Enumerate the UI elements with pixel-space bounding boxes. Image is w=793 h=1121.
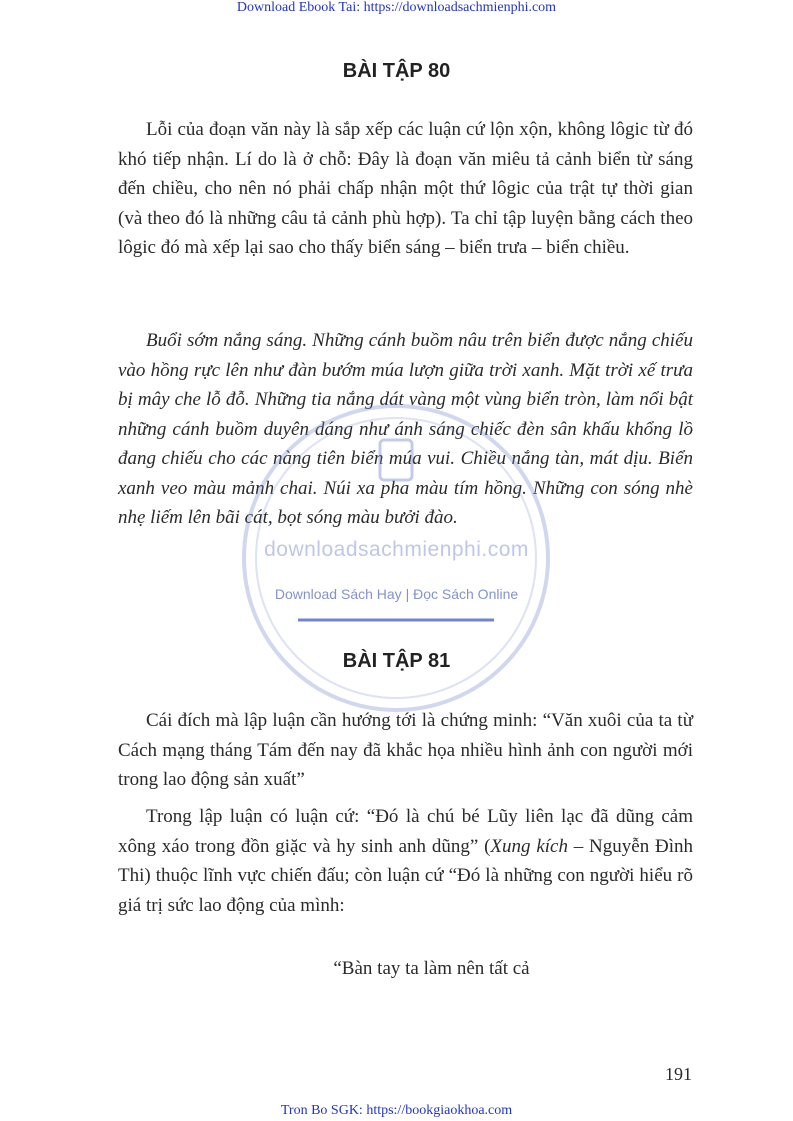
watermark-site-text: downloadsachmienphi.com (264, 538, 529, 561)
exercise-81-heading: BÀI TẬP 81 (342, 650, 451, 672)
exercise-80-revised-paragraph: Buổi sớm nắng sáng. Những cánh buồm nâu trên biển được nắng chiếu vào hồng rực lên như đàn bướm múa lượn giữa trời xanh. Mặt trời xế trưa bị mây che lỗ đỗ. Những tia nắng dát vàng một vùng biển tròn, làm nổi bật những cánh buồm duyên dáng như ánh sáng chiếc đèn sân khấu khổng lồ đang chiếu cho các nàng tiên biển múa vui. Chiều nắng tàn, mát dịu. Biển xanh veo màu mảnh chai. Núi xa pha màu tím hồng. Những con sóng nhè nhẹ liếm lên bãi cát, bọt sóng màu bưởi đào. (118, 330, 693, 528)
evidence-text-before: Trong lập luận có luận cứ: “Đó là chú bé Lũy liên lạc đã dũng cảm xông xáo trong đồn giặc và hy sinh anh dũng” ( (118, 806, 693, 857)
exercise-81-evidence-paragraph (118, 802, 693, 920)
exercise-81-intro-paragraph: Cái đích mà lập luận cần hướng tới là chứng minh: “Văn xuôi của ta từ Cách mạng tháng Tám đến nay đã khắc họa nhiều hình ảnh con người mới trong lao động sản xuất” (118, 710, 693, 790)
exercise-80-explanation: Lỗi của đoạn văn này là sắp xếp các luận cứ lộn xộn, không lôgic từ đó khó tiếp nhận. Lí do là ở chỗ: Đây là đoạn văn miêu tả cảnh biển từ sáng đến chiều, cho nên nó phải chấp nhận một thứ lôgic của trật tự thời gian (và theo đó là những câu tả cảnh phù hợp). Ta chỉ tập luyện bằng cách theo lôgic đó mà xếp lại sao cho thấy biển sáng – biển trưa – biển chiều. (118, 119, 693, 258)
watermark-tagline: Download Sách Hay | Đọc Sách Online (274, 586, 519, 602)
quoted-verse-line: “Bàn tay ta làm nên tất cả (333, 958, 530, 979)
header-download-link[interactable]: Download Ebook Tai: https://downloadsachmienphi.com (236, 0, 557, 15)
exercise-80-heading: BÀI TẬP 80 (342, 60, 451, 82)
footer-sgk-link[interactable]: Tron Bo SGK: https://bookgiaokhoa.com (280, 1103, 513, 1118)
page-number: 191 (665, 1064, 692, 1084)
evidence-text-after: – Nguyễn Đình Thi) thuộc lĩnh vực chiến đấu; còn luận cứ “Đó là những con người hiểu rõ giá trị sức lao động của mình: (118, 835, 694, 916)
work-title-xung-kich: Xung kích (490, 835, 568, 857)
